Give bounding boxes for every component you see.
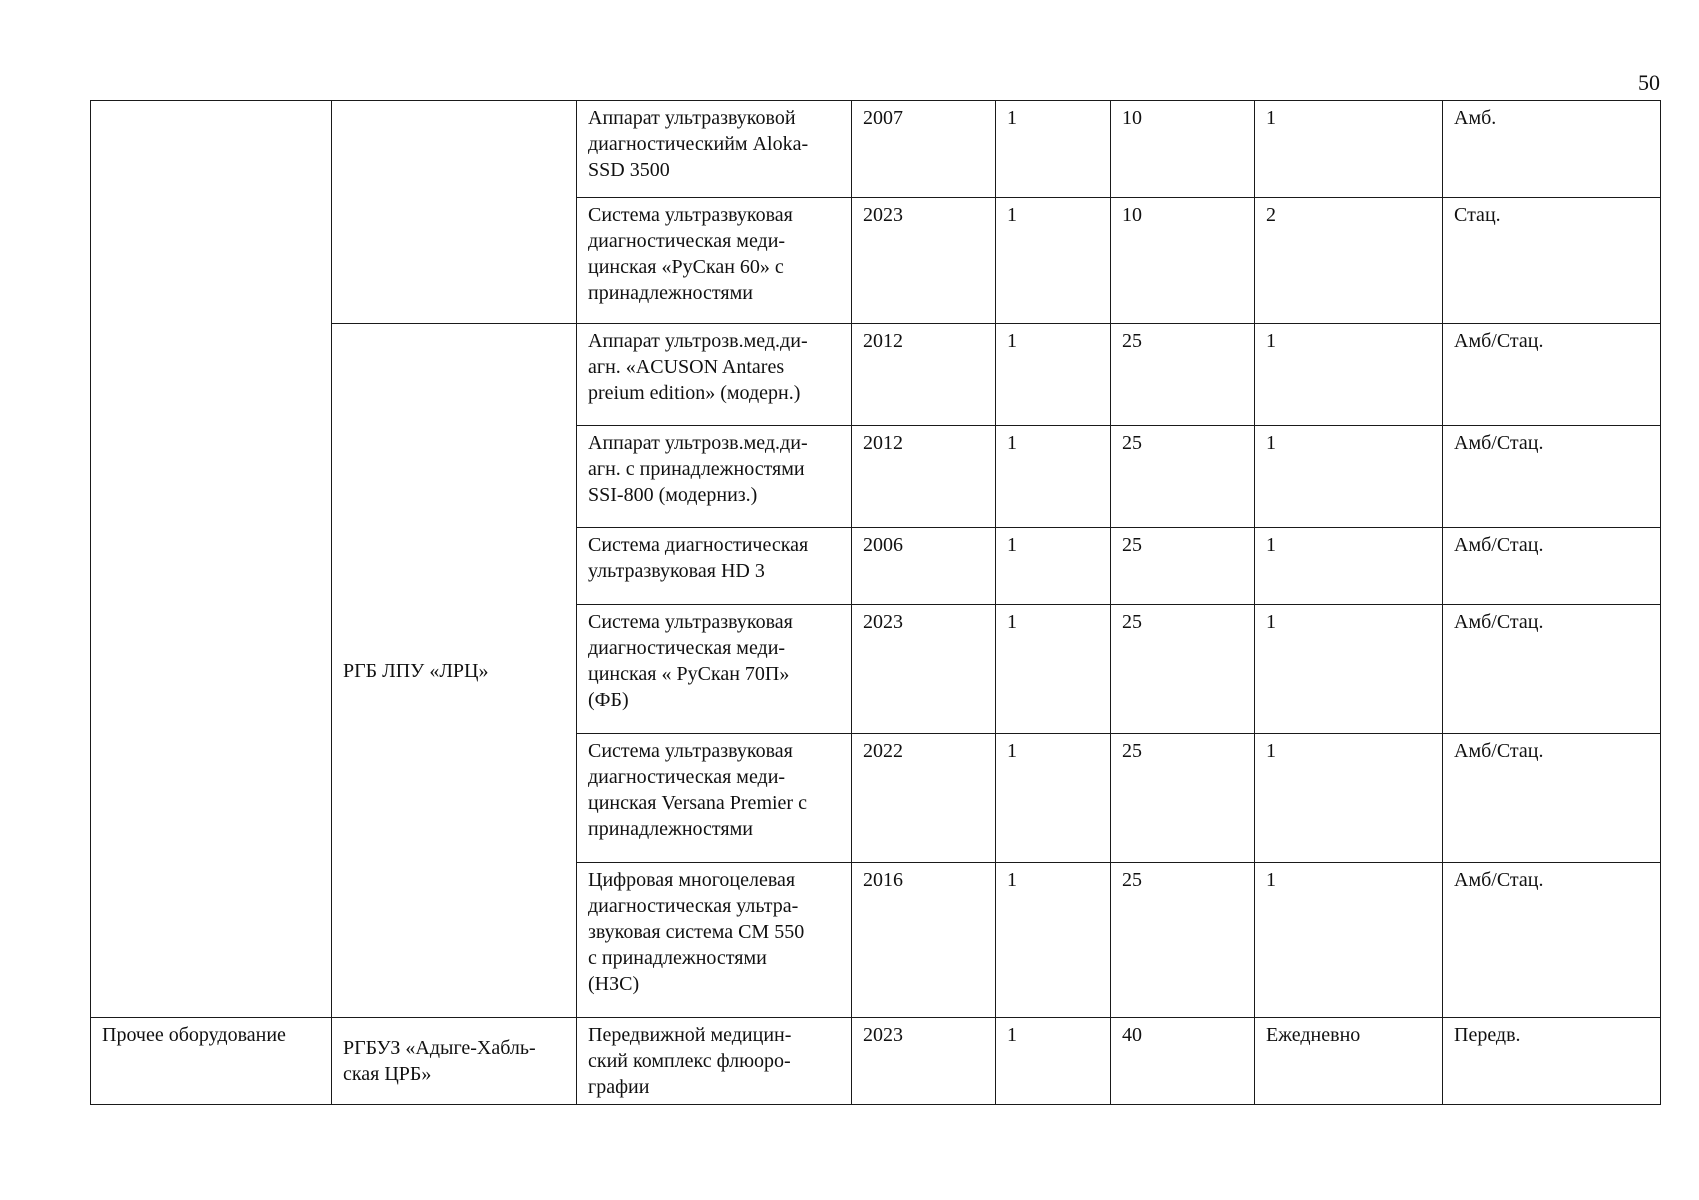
shifts-cell: 1	[1255, 324, 1443, 426]
page-number: 50	[1638, 70, 1660, 95]
count-cell: 1	[996, 198, 1111, 324]
mode-cell: Амб/Стац.	[1443, 605, 1661, 734]
equipment-name-cell: Система диагностическая ультразвуковая HD 3	[577, 528, 852, 605]
shifts-cell: 2	[1255, 198, 1443, 324]
category-cell-empty	[91, 101, 332, 1018]
count-cell: 1	[996, 324, 1111, 426]
shifts-cell: 1	[1255, 528, 1443, 605]
mode-cell: Амб.	[1443, 101, 1661, 198]
load-cell: 25	[1111, 863, 1255, 1018]
shifts-cell: 1	[1255, 734, 1443, 863]
year-cell: 2022	[852, 734, 996, 863]
load-cell: 25	[1111, 528, 1255, 605]
table-row	[91, 1018, 1661, 1105]
shifts-cell: 1	[1255, 605, 1443, 734]
institution-cell: РГБ ЛПУ «ЛРЦ»	[332, 324, 577, 1018]
year-cell: 2023	[852, 1018, 996, 1105]
mode-cell: Стац.	[1443, 198, 1661, 324]
equipment-table	[90, 100, 1661, 1105]
mode-cell: Амб/Стац.	[1443, 528, 1661, 605]
load-cell: 10	[1111, 198, 1255, 324]
load-cell: 25	[1111, 324, 1255, 426]
year-cell: 2016	[852, 863, 996, 1018]
year-cell: 2007	[852, 101, 996, 198]
mode-cell: Амб/Стац.	[1443, 734, 1661, 863]
year-cell: 2023	[852, 198, 996, 324]
category-cell: Прочее оборудование	[91, 1018, 332, 1105]
load-cell: 25	[1111, 605, 1255, 734]
count-cell: 1	[996, 734, 1111, 863]
equipment-name-cell: Система ультразвуковая диагностическая меди- цинская « РуСкан 70П» (ФБ)	[577, 605, 852, 734]
load-cell: 10	[1111, 101, 1255, 198]
year-cell: 2023	[852, 605, 996, 734]
year-cell: 2006	[852, 528, 996, 605]
mode-cell: Амб/Стац.	[1443, 863, 1661, 1018]
count-cell: 1	[996, 1018, 1111, 1105]
count-cell: 1	[996, 101, 1111, 198]
table-row	[91, 101, 1661, 198]
shifts-cell: 1	[1255, 863, 1443, 1018]
count-cell: 1	[996, 426, 1111, 528]
equipment-name-cell: Аппарат ультрозв.мед.ди- агн. с принадлежностями SSI-800 (модерниз.)	[577, 426, 852, 528]
shifts-cell: 1	[1255, 101, 1443, 198]
load-cell: 25	[1111, 426, 1255, 528]
shifts-cell: Ежедневно	[1255, 1018, 1443, 1105]
shifts-cell: 1	[1255, 426, 1443, 528]
count-cell: 1	[996, 863, 1111, 1018]
equipment-name-cell: Аппарат ультразвуковой диагностическийм Aloka- SSD 3500	[577, 101, 852, 198]
equipment-name-cell: Передвижной медицин- ский комплекс флюоро- графии	[577, 1018, 852, 1105]
load-cell: 40	[1111, 1018, 1255, 1105]
equipment-name-cell: Цифровая многоцелевая диагностическая ультра- звуковая система СМ 550 с принадлежностями (НЗС)	[577, 863, 852, 1018]
mode-cell: Амб/Стац.	[1443, 324, 1661, 426]
equipment-name-cell: Система ультразвуковая диагностическая меди- цинская Versana Premier с принадлежностями	[577, 734, 852, 863]
mode-cell: Передв.	[1443, 1018, 1661, 1105]
mode-cell: Амб/Стац.	[1443, 426, 1661, 528]
count-cell: 1	[996, 528, 1111, 605]
year-cell: 2012	[852, 324, 996, 426]
institution-cell: РГБУЗ «Адыге-Хабль- ская ЦРБ»	[332, 1018, 577, 1105]
institution-cell-empty	[332, 101, 577, 324]
count-cell: 1	[996, 605, 1111, 734]
year-cell: 2012	[852, 426, 996, 528]
equipment-name-cell: Система ультразвуковая диагностическая меди- цинская «РуСкан 60» с принадлежностями	[577, 198, 852, 324]
load-cell: 25	[1111, 734, 1255, 863]
equipment-name-cell: Аппарат ультрозв.мед.ди- агн. «ACUSON Antares preium edition» (модерн.)	[577, 324, 852, 426]
